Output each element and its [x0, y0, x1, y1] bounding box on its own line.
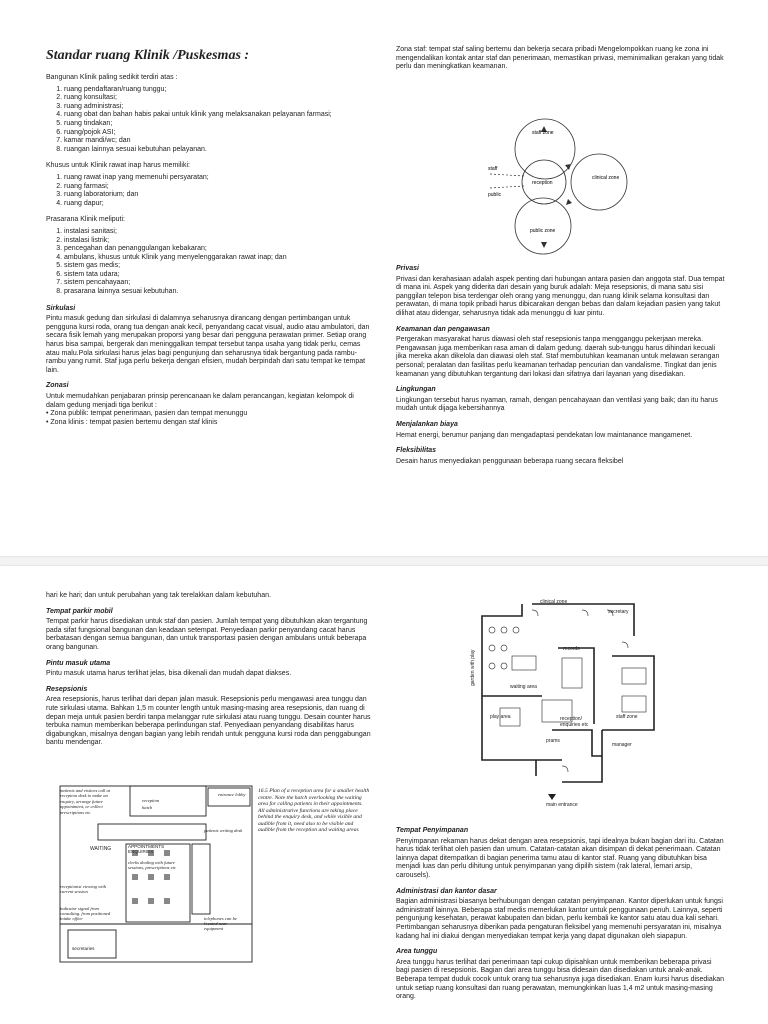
penyimpanan-text: Penyimpanan rekaman harus dekat dengan area resepsionis, tapi idealnya bukan bagian dari itu. Catatan harus tidak terlihat oleh pasien dan umum. Catatan-catatan akan disimpan di dekat penerimaan. Catatan lainnya dapat ditempatkan di bagian penerima tamu atau di kantor staf. Ruang yang dibutuhkan bisa menjadi luas dan perlu dihitung untuk penyimpanan yang dipilih sistem (rak lateral, lemari arsip, carousels). — [396, 837, 724, 879]
zonasi-public: • Zona publik: tempat penerimaan, pasien dan tempat menunggu — [46, 410, 248, 418]
list-item: 4. ruang dapur; — [64, 200, 374, 209]
plan-label-appointments: APPOINTMENTS ENQUIRIES — [128, 844, 165, 854]
public-zone-label: public zone — [530, 228, 556, 234]
reception-label: reception — [532, 180, 553, 186]
section-title-keamanan: Keamanan dan pengawasan — [396, 325, 490, 333]
continued-text: hari ke hari; dan untuk perubahan yang tak terelakkan dalam kebutuhan. — [46, 592, 271, 599]
list-item: 6. ruang/pojok ASI; — [64, 129, 374, 138]
zonasi-clinical: • Zona klinis : tempat pasien bertemu dengan staf klinis — [46, 418, 218, 426]
figure-caption: 16.5 Plan of a reception area for a smaller health centre. Note the hatch overlooking the waiting area for calling patients in their appointments. All administrative functions are taking place behind the enquiry desk, and while visible and audible from it, need also to be visible and audible from the reception and waiting areas — [258, 788, 370, 833]
page2-left-column — [46, 592, 374, 751]
list-item: 5. sistem gas medis; — [64, 262, 374, 271]
list-item: 4. ruang obat dan bahan habis pakai untuk klinik yang melaksanakan pelayanan farmasi; — [64, 111, 374, 120]
plan-label-reception-view: receptionist viewing with current session — [60, 884, 107, 895]
section-title-lingkungan: Lingkungan — [396, 386, 436, 394]
floor-label-clinical-zone: clinical zone — [540, 599, 568, 605]
list-item: 1. instalasi sanitasi; — [64, 228, 374, 237]
lingkungan-text: Lingkungan tersebut harus nyaman, ramah, dengan pencahayaan dan ventilasi yang baik; dan itu harus mudah untuk dijaga kebersihannya — [396, 396, 718, 413]
list-item: 3. ruang administrasi; — [64, 103, 374, 112]
floor-label-prams: prams — [546, 738, 560, 744]
list-item: 4. ambulans, khusus untuk Klinik yang menyelenggarakan rawat inap; dan — [64, 254, 374, 263]
plan-label-patients: patients and visitors call at reception desk to make an enquiry, arrange future appointment, or collect prescriptions etc — [60, 788, 111, 815]
resepsionis-text: Area resepsionis, harus terlihat dari depan jalan masuk. Resepsionis perlu mengawasi area tunggu dan rute sirkulasi utama. Bahkan 1,5 m counter length untuk masing-masing area resepsionis, dan ruang di depan meja untuk pasien berdiri tanpa melanggar rute sirkulasi atau ruang tunggu. Desain counter harus terbuka namun memberikan beberapa perlindungan staf. Penyediaan penyandang disabilitas harus digabungkan, misalnya dengan bagian yang lebih rendah untuk pengguna kursi roda dan penggabungan bantu mendengar. — [46, 696, 371, 747]
section-title-parkir: Tempat parkir mobil — [46, 607, 113, 615]
floor-label-records: records — [563, 646, 580, 652]
section-title-sirkulasi: Sirkulasi — [46, 304, 76, 312]
zoning-bubble-diagram — [482, 104, 652, 266]
prasarana-list — [46, 228, 374, 297]
floor-label-play-area: play area — [490, 714, 511, 720]
page1-right-column — [396, 46, 726, 75]
section-title-fleksibilitas: Fleksibilitas — [396, 447, 437, 455]
plan-label-writing-desk: patients writing desk — [204, 828, 243, 833]
list-item: 7. kamar mandi/wc; dan — [64, 137, 374, 146]
rooms-list — [46, 86, 374, 155]
inpatient-intro: Khusus untuk Klinik rawat inap harus memiliki: — [46, 162, 190, 170]
parkir-text: Tempat parkir harus disediakan untuk staf dan pasien. Jumlah tempat yang dibutuhkan akan tergantung pada sifat fungsional bangunan dan keadaan setempat. Penyediaan parkir penyandang cacat harus berbatasan dengan semua bangunan, dan untuk transportasi pasien dengan ambulans untuk beberapa orang bangunan. — [46, 618, 368, 651]
biaya-text: Hemat energi, berumur panjang dan mengadaptasi pendekatan low maintanance mangamenet. — [396, 431, 693, 439]
list-item: 7. sistem pencahayaan; — [64, 279, 374, 288]
plan-label-telephones: telephones can be located near equipment — [204, 916, 237, 932]
admin-text: Bagian administrasi biasanya berhubungan dengan catatan penyimpanan. Kantor diperlukan untuk fungsi administratif lainnya. Beberapa staf medis memerlukan kantor untuk penggunaan penuh. Lainnya, seperti pengunjung kesehatan, perawat kabupaten dan bidan, perlu kembali ke kantor satu atau dua kali sehari. Pertimbangan seharusnya diberikan pada pengaturan fleksibel yang memenuhi persyaratan ini, misalnya kadang hal ini diakui dengan menyediakan tempat kerja yang dapat digunakan oleh siapapun. — [396, 898, 723, 940]
staff-entry-label: staff — [488, 166, 498, 172]
list-item: 8. prasarana lainnya sesuai kebutuhan. — [64, 288, 374, 297]
public-entry-label: public — [488, 192, 502, 198]
list-item: 1. ruang rawat inap yang memenuhi persyaratan; — [64, 174, 374, 183]
document-page-2 — [0, 566, 768, 1024]
keamanan-text: Pergerakan masyarakat harus diawasi oleh staf resepsionis tanpa mengganggu pekerjaan mereka. Pengawasan juga memberikan rasa aman di dalam gedung. daerah sub-tunggu harus dihindari kecuali jika mereka akan dikelola dan diawasi oleh staf. Staf membutuhkan keamanan untuk melawan serangan personal; peralatan dan fasilitas perlu keamanan terhadap pencurian dan vandalisme. Tingkat dan jenis keamanan yang dibutuhkan tergantung dari lokasi dan sifatnya dari layanan yang disediakan. — [396, 336, 720, 378]
list-item: 2. ruang konsultasi; — [64, 94, 374, 103]
inpatient-list — [46, 174, 374, 208]
health-centre-floor-plan — [462, 596, 658, 808]
prasarana-intro: Prasarana Klinik meliputi: — [46, 216, 125, 224]
staff-zone-label: staff zone — [532, 130, 554, 136]
pintu-text: Pintu masuk utama harus terlihat jelas, bisa dikenali dan mudah dapat diakses. — [46, 670, 292, 678]
floor-label-main-entrance: main entrance — [546, 802, 578, 808]
clinical-zone-circle — [571, 154, 627, 210]
page1-right-column-lower — [396, 258, 726, 469]
plan-label-reception-hatch: reception hatch — [142, 798, 160, 810]
section-title-privasi: Privasi — [396, 265, 419, 272]
floor-label-waiting-area: waiting area — [510, 684, 537, 690]
list-item: 8. ruangan lainnya sesuai kebutuhan pelayanan. — [64, 146, 374, 155]
list-item: 3. pencegahan dan penanggulangan kebakaran; — [64, 245, 374, 254]
rooms-intro: Bangunan Klinik paling sedikit terdiri atas : — [46, 74, 178, 81]
zonasi-text: Untuk memudahkan penjabaran prinsip perencanaan ke dalam perancangan, kegiatan kelompok di dalam gedung menjadi tiga berikut : — [46, 393, 354, 409]
section-title-admin: Administrasi dan kantor dasar — [396, 887, 497, 895]
list-item: 2. instalasi listrik; — [64, 237, 374, 246]
privasi-text: Privasi dan kerahasiaan adalah aspek penting dari hubungan antara pasien dan anggota staf. Dua tempat di mana ini. Aspek yang diderita dari desain yang buruk adalah: Meja resepsionis, di mana satu sisi panggilan telepon bisa terdengar oleh orang yang menunggu, dan ruang klinik selama konsultasi dan perawatan, di mana topik pribadi harus dibicarakan dengan bebas dan dalam kejadian pasien yang takut dilihat atau didengar, seharusnya tidak ada menunggu di luar pintu. — [396, 275, 725, 317]
list-item: 3. ruang laboratorium; dan — [64, 191, 374, 200]
section-title-resepsionis: Resepsionis — [46, 685, 88, 693]
section-title-zonasi: Zonasi — [46, 382, 69, 390]
document-title: Standar ruang Klinik /Puskesmas : — [46, 48, 250, 63]
list-item: 1. ruang pendaftaran/ruang tunggu; — [64, 86, 374, 95]
section-title-penyimpanan: Tempat Penyimpanan — [396, 827, 469, 834]
zona-staf-text: Zona staf: tempat staf saling bertemu dan bekerja secara pribadi Mengelompokkan ruang ke zona ini mengendalikan kontak antar staf dan penerimaan, memastikan privasi, meminimalkan gerakan yang tidak perlu dan meningkatkan keamanan. — [396, 46, 724, 71]
fleksibilitas-text: Desain harus menyediakan penggunaan beberapa ruang secara fleksibel — [396, 457, 624, 465]
plan-label-entrance-lobby: entrance lobby — [218, 792, 246, 797]
list-item: 6. sistem tata udara; — [64, 271, 374, 280]
floor-label-manager: manager — [612, 742, 632, 748]
area-tunggu-text: Area tunggu harus terlihat dari penerimaan tapi cukup dipisahkan untuk memberikan beberapa privasi bagi pasien di resepsionis. Bagian dari area tunggu bisa didesain dan disediakan untuk anak-anak. Beberapa tempat duduk cocok untuk orang tua seharusnya juga disediakan. Enam kursi harus disediakan untuk setiap ruang konsultasi dan ruang perawatan, memungkinkan luas 1,4 m2 untuk masing-masing orang. — [396, 958, 725, 1001]
plan-label-indicator: indicator signal from consulting. from positioned intake office — [60, 906, 111, 922]
section-title-area-tunggu: Area tunggu — [396, 948, 438, 956]
floor-label-reception: reception/ enquiries etc — [560, 716, 589, 728]
plan-label-clerks: clerks dealing with future sessions, prescriptions etc — [128, 860, 176, 871]
list-item: 5. ruang tindakan; — [64, 120, 374, 129]
plan-label-secretaries: secretaries — [72, 946, 95, 951]
page1-left-column — [46, 48, 374, 430]
sirkulasi-text: Pintu masuk gedung dan sirkulasi di dalamnya seharusnya dirancang dengan pertimbangan untuk pengguna kursi roda, orang tua dengan anak kecil, penyandang cacat visual, audio atau ambulatori, dan secara fisik lemah yang merupakan proporsi yang besar dari pengguna perawatan primer. Setiap orang harus bisa sampai, bergerak dan meninggalkan tempat tersebut tanpa usaha yang tidak perlu, cemas atau malu.Pola sirkulasi harus jelas bagi pengunjung dan seharusnya tidak bergantung pada rambu-rambu yang rumit. Staf juga perlu bekerja dengan efisien, mudah berpindah dari satu tempat ke tempat lain. — [46, 315, 370, 374]
plan-label-waiting: WAITING — [90, 846, 112, 852]
section-title-biaya: Menjalankan biaya — [396, 420, 458, 428]
clinical-zone-label: clinical zone — [592, 175, 620, 181]
list-item: 2. ruang farmasi; — [64, 183, 374, 192]
page2-right-column — [396, 820, 726, 1005]
floor-label-staff-zone: staff zone — [616, 714, 638, 720]
floor-label-garden: garden with play — [470, 649, 476, 686]
section-title-pintu: Pintu masuk utama — [46, 659, 111, 667]
floor-label-secretary: secretary — [608, 609, 629, 615]
